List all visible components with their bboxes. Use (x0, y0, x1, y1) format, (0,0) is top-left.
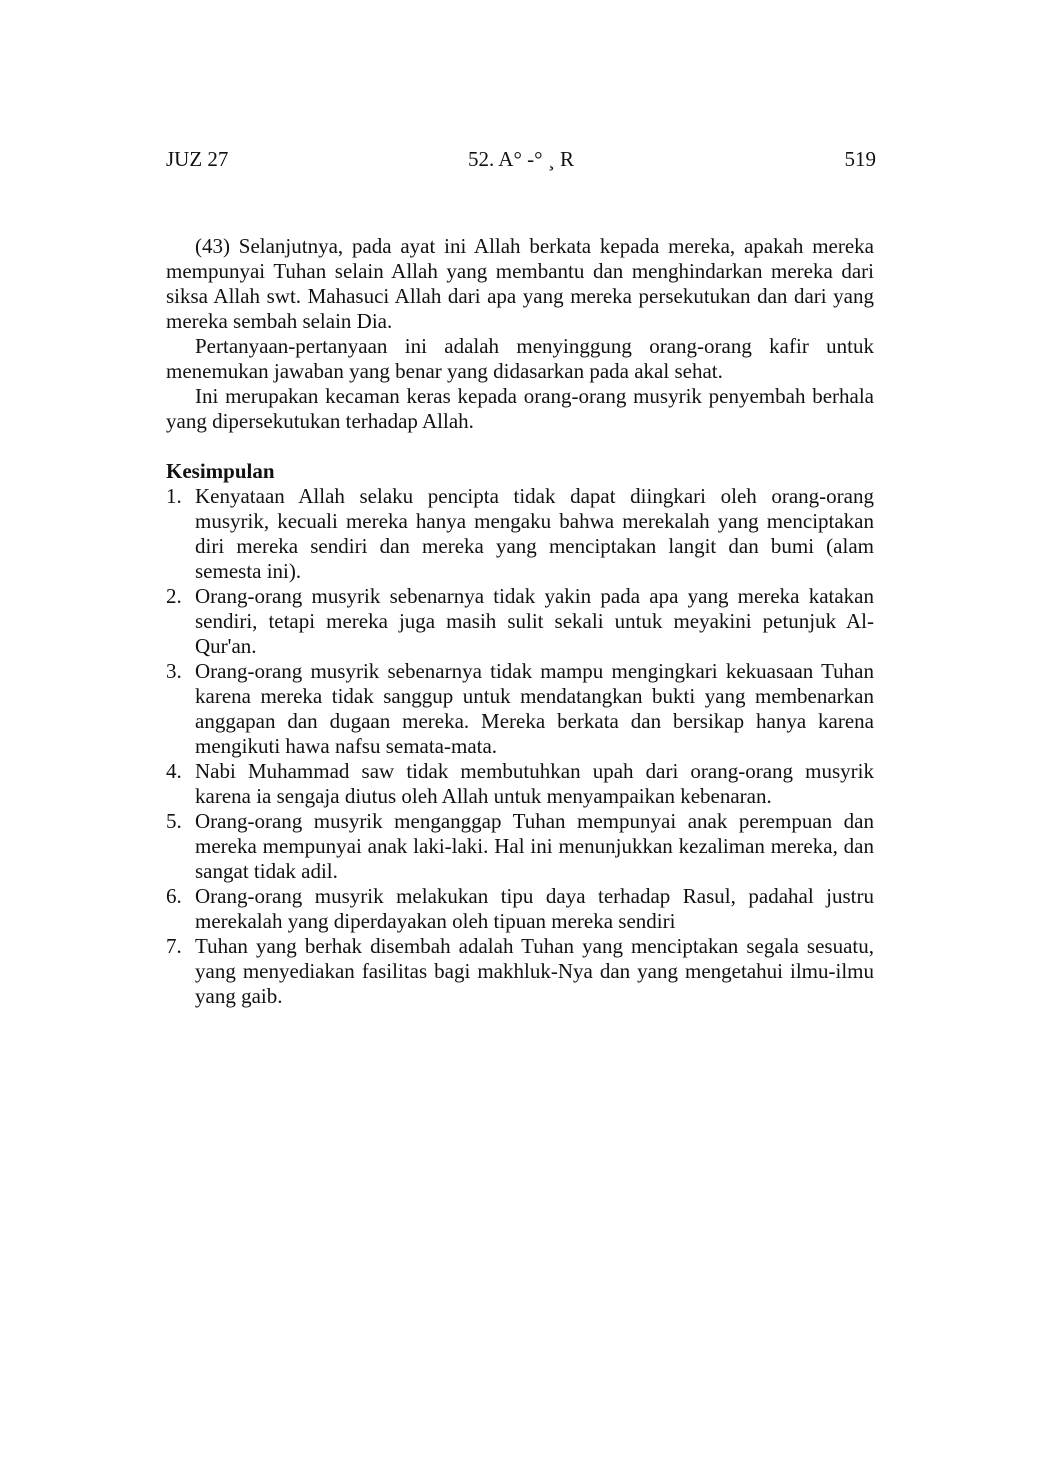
page-number: 519 (844, 147, 876, 171)
paragraph: Pertanyaan-pertanyaan ini adalah menyinggung orang-orang kafir untuk menemukan jawaban yang benar yang didasarkan pada akal sehat. (166, 334, 874, 383)
list-item (166, 809, 874, 884)
list-item (166, 884, 874, 934)
list-item-text: Orang-orang musyrik menganggap Tuhan mempunyai anak perempuan dan mereka mempunyai anak laki-laki. Hal ini menunjukkan kezaliman mereka, dan sangat tidak adil. (195, 809, 874, 883)
list-item-text: Orang-orang musyrik sebenarnya tidak yakin pada apa yang mereka katakan sendiri, tetapi mereka juga masih sulit sekali untuk meyakini petunjuk Al-Qur'an. (195, 584, 874, 658)
page-body (166, 234, 874, 1009)
list-item-text: Orang-orang musyrik melakukan tipu daya terhadap Rasul, padahal justru merekalah yang diperdayakan oleh tipuan mereka sendiri (195, 884, 874, 933)
list-item (166, 584, 874, 659)
conclusion-list (166, 484, 874, 1009)
list-item (166, 484, 874, 584)
paragraph: (43) Selanjutnya, pada ayat ini Allah berkata kepada mereka, apakah mereka mempunyai Tuhan selain Allah yang membantu dan menghindarkan mereka dari siksa Allah swt. Mahasuci Allah dari apa yang mereka persekutukan dan dari yang mereka sembah selain Dia. (166, 234, 874, 333)
list-number: 5. (166, 809, 182, 833)
section-heading: Kesimpulan (166, 459, 275, 483)
list-number: 3. (166, 659, 182, 683)
list-item (166, 659, 874, 759)
list-item-text: Kenyataan Allah selaku pencipta tidak dapat diingkari oleh orang-orang musyrik, kecuali mereka hanya mengaku bahwa merekalah yang menciptakan diri mereka sendiri dan mereka yang menciptakan langit dan bumi (alam semesta ini). (195, 484, 874, 583)
list-item-text: Orang-orang musyrik sebenarnya tidak mampu mengingkari kekuasaan Tuhan karena mereka tidak sanggup untuk mendatangkan bukti yang membenarkan anggapan dan dugaan mereka. Mereka berkata dan bersikap hanya karena mengikuti hawa nafsu semata-mata. (195, 659, 874, 758)
list-number: 6. (166, 884, 182, 908)
list-number: 7. (166, 934, 182, 958)
list-item-text: Tuhan yang berhak disembah adalah Tuhan yang menciptakan segala sesuatu, yang menyediakan fasilitas bagi makhluk-Nya dan yang mengetahui ilmu-ilmu yang gaib. (195, 934, 874, 1008)
list-number: 2. (166, 584, 182, 608)
list-number: 4. (166, 759, 182, 783)
list-item (166, 759, 874, 809)
list-item-text: Nabi Muhammad saw tidak membutuhkan upah dari orang-orang musyrik karena ia sengaja diutus oleh Allah untuk menyampaikan kebenaran. (195, 759, 874, 808)
juz-label: JUZ 27 (166, 147, 229, 171)
page-header (166, 144, 876, 174)
surah-title: 52. A° -° ¸ R (467, 147, 575, 171)
paragraph: Ini merupakan kecaman keras kepada orang-orang musyrik penyembah berhala yang dipersekutukan terhadap Allah. (166, 384, 874, 433)
list-number: 1. (166, 484, 182, 508)
list-item (166, 934, 874, 1009)
